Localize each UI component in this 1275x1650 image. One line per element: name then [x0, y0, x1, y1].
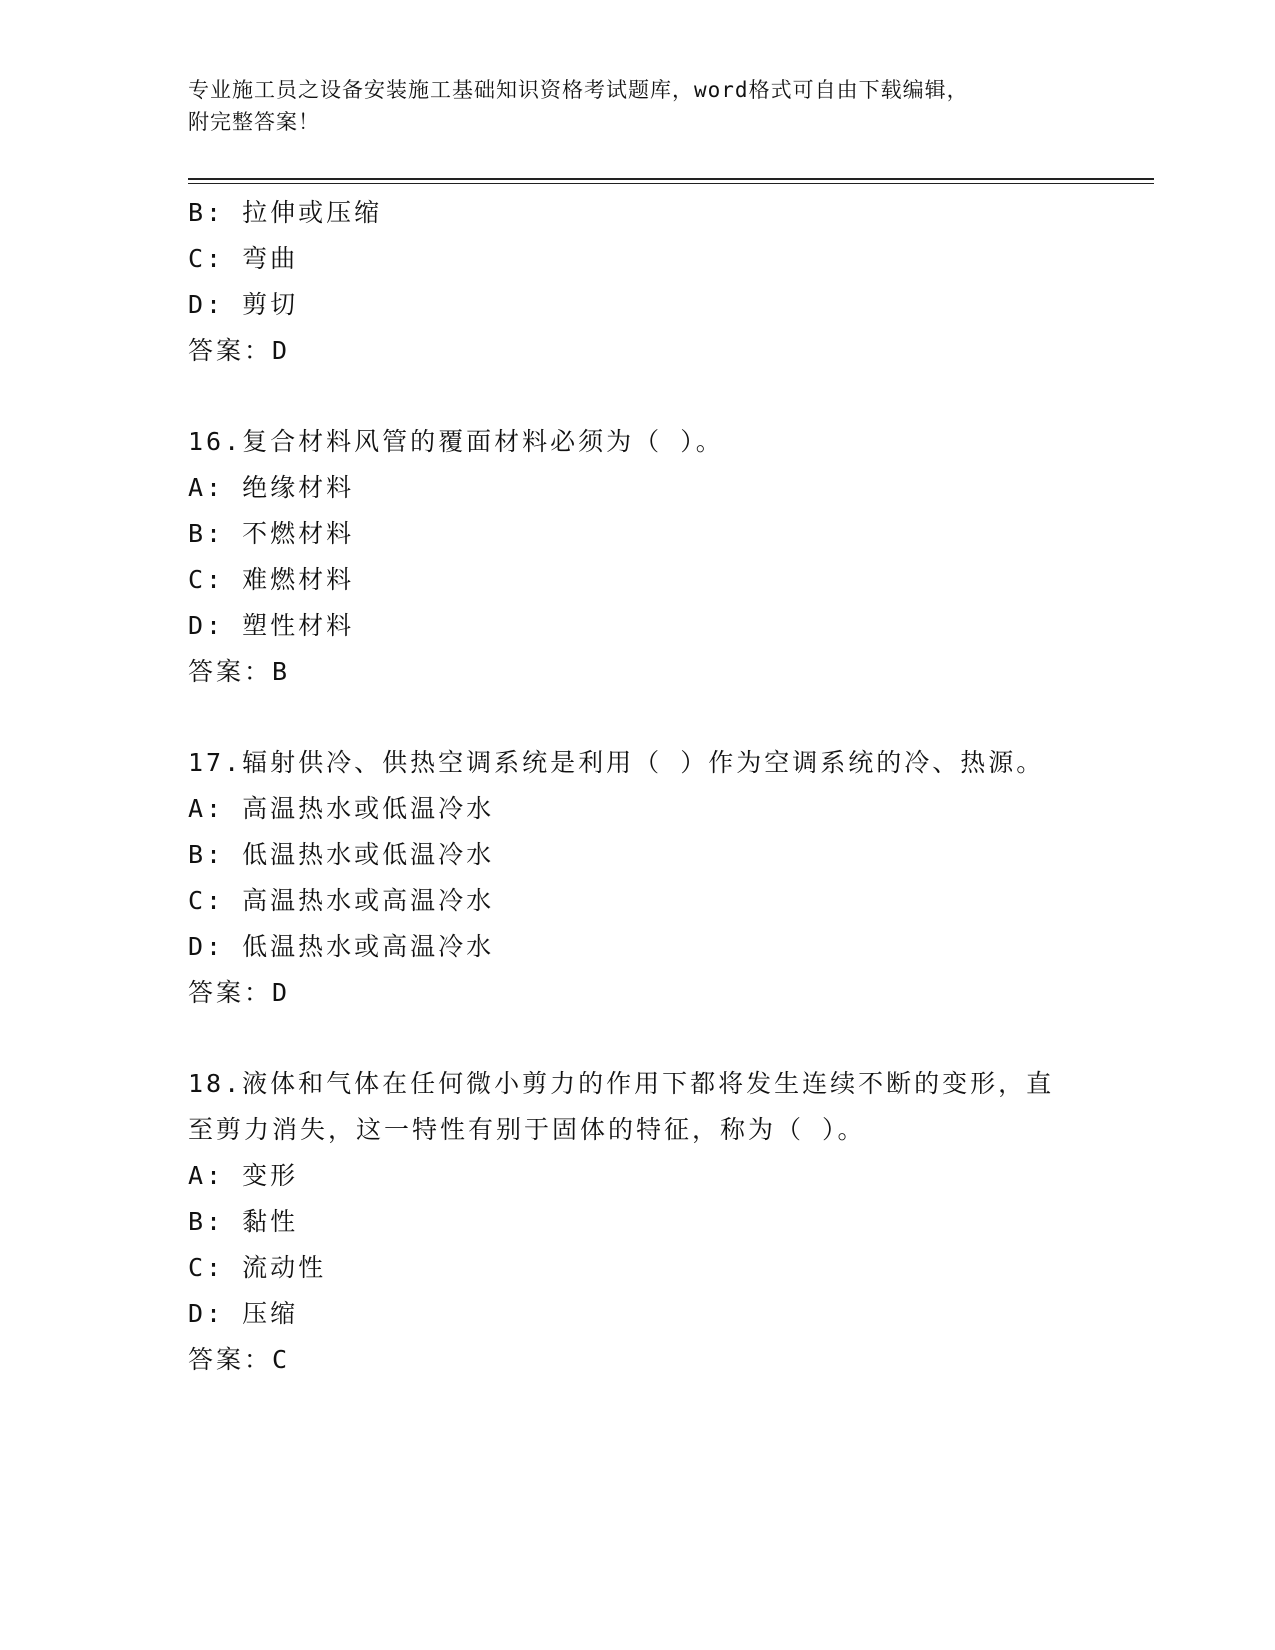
option-a: A: 变形	[188, 1161, 299, 1190]
answer: 答案：D	[188, 978, 291, 1007]
document-header	[188, 74, 1068, 138]
option-a: A: 高温热水或低温冷水	[188, 794, 495, 823]
option-c: C: 弯曲	[188, 244, 299, 273]
option-b: B: 拉伸或压缩	[188, 198, 383, 227]
question-17	[188, 740, 1088, 1016]
header-line-2: 附完整答案！	[188, 110, 320, 134]
option-d: D: 塑性材料	[188, 611, 355, 640]
option-b: B: 不燃材料	[188, 519, 355, 548]
answer: 答案：B	[188, 657, 291, 686]
option-d: D: 低温热水或高温冷水	[188, 932, 495, 961]
option-d: D: 剪切	[188, 290, 299, 319]
option-a: A: 绝缘材料	[188, 473, 355, 502]
option-b: B: 黏性	[188, 1207, 299, 1236]
header-divider-thick	[188, 178, 1154, 180]
question-text: 16.复合材料风管的覆面材料必须为（ ）。	[188, 427, 724, 456]
question-list	[188, 190, 1088, 1383]
option-b: B: 低温热水或低温冷水	[188, 840, 495, 869]
option-c: C: 高温热水或高温冷水	[188, 886, 495, 915]
question-text-line-1: 18.液体和气体在任何微小剪力的作用下都将发生连续不断的变形，直	[188, 1069, 1055, 1098]
question-15-continued	[188, 190, 1088, 374]
question-18	[188, 1061, 1088, 1383]
answer: 答案：D	[188, 336, 291, 365]
answer: 答案：C	[188, 1345, 291, 1374]
header-divider-thin	[188, 183, 1154, 184]
header-line-1: 专业施工员之设备安装施工基础知识资格考试题库，word格式可自由下载编辑，	[188, 78, 969, 102]
question-text-line-2: 至剪力消失，这一特性有别于固体的特征，称为（ ）。	[188, 1115, 866, 1144]
option-d: D: 压缩	[188, 1299, 299, 1328]
option-c: C: 难燃材料	[188, 565, 355, 594]
question-text: 17.辐射供冷、供热空调系统是利用（ ）作为空调系统的冷、热源。	[188, 748, 1045, 777]
option-c: C: 流动性	[188, 1253, 327, 1282]
question-16	[188, 419, 1088, 695]
